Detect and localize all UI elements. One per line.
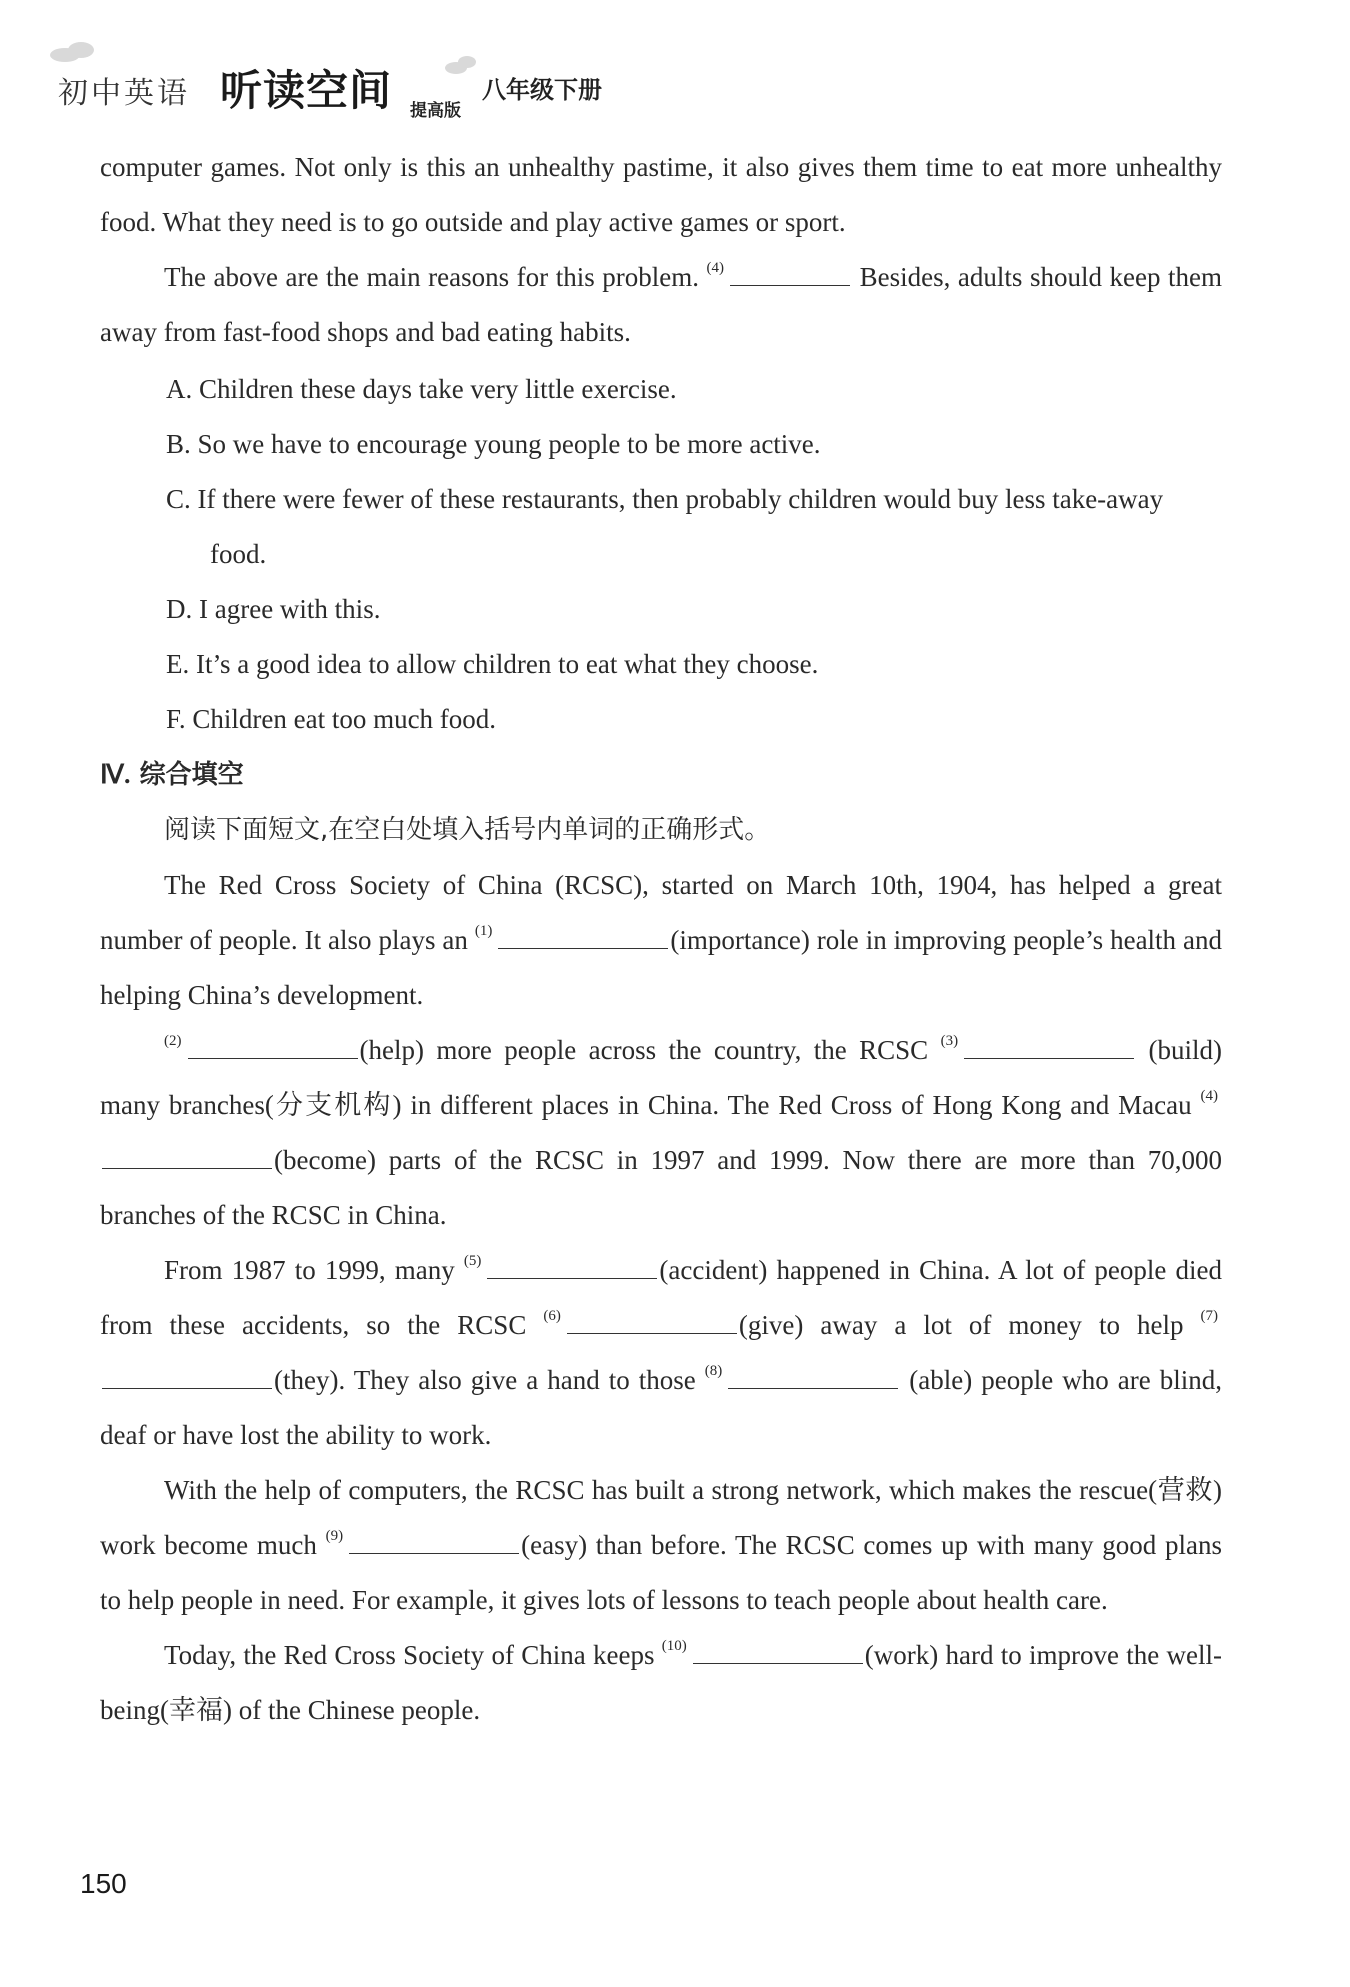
option-item xyxy=(166,637,1222,692)
text-span: From 1987 to 1999, many xyxy=(164,1255,455,1285)
question-number: (4) xyxy=(1200,1088,1218,1104)
option-item xyxy=(166,582,1222,637)
option-text: If there were fewer of these restaurants, then probably children would buy less take-away food. xyxy=(197,484,1164,569)
answer-blank[interactable] xyxy=(567,1311,737,1334)
text-span: (become) parts of the RCSC in 1997 and 1999. Now there are more than 70,000 branches of the RCSC in China. xyxy=(100,1145,1222,1230)
question-number: (7) xyxy=(1200,1308,1218,1324)
question-number: (1) xyxy=(474,923,493,939)
text-span: With the help of computers, the RCSC has built a strong network, which makes the rescue(营救) work become much xyxy=(100,1475,1222,1560)
answer-blank[interactable] xyxy=(349,1531,519,1554)
option-letter: D. xyxy=(166,594,193,624)
cloze-paragraph xyxy=(100,1463,1222,1628)
cloze-paragraph xyxy=(100,1628,1222,1738)
option-text: Children eat too much food. xyxy=(192,704,497,734)
cloze-paragraph xyxy=(100,858,1222,1023)
page-number: 150 xyxy=(80,1868,127,1899)
book-edition: 提高版 xyxy=(410,101,461,121)
cloud-decoration xyxy=(68,42,94,58)
passage-paragraph: computer games. Not only is this an unhealthy pastime, it also gives them time to eat more unhealthy food. What they need is to go outside and play active games or sport. xyxy=(100,152,1222,237)
text-span: (able) people who are blind, deaf or have lost the ability to work. xyxy=(100,1365,1222,1450)
section-heading xyxy=(100,747,1222,803)
answer-blank[interactable] xyxy=(188,1036,358,1059)
text-span: (work) hard to improve the well-being(幸福) of the Chinese people. xyxy=(100,1640,1223,1725)
question-number: (9) xyxy=(325,1528,344,1544)
question-number: (5) xyxy=(463,1253,482,1269)
text-span: (give) away a lot of money to help xyxy=(738,1310,1184,1340)
option-letter: A. xyxy=(166,374,193,404)
passage-paragraph xyxy=(100,250,1222,360)
question-number: (6) xyxy=(543,1308,561,1324)
text-span: (importance) role in improving people’s health and helping China’s development. xyxy=(100,925,1222,1010)
cloze-paragraph xyxy=(100,1023,1222,1243)
cloud-decoration xyxy=(458,56,476,68)
text-span: Today, the Red Cross Society of China keeps xyxy=(164,1640,655,1670)
question-number: (8) xyxy=(704,1363,723,1379)
text-span: (they). They also give a hand to those xyxy=(274,1365,696,1395)
option-letter: C. xyxy=(166,484,191,514)
question-number: (10) xyxy=(661,1638,687,1654)
option-letter: E. xyxy=(166,649,190,679)
page-content xyxy=(100,140,1222,1738)
cloze-paragraph xyxy=(100,1243,1222,1463)
text-span: Besides, adults should keep them away from fast-food shops and bad eating habits. xyxy=(100,262,1223,347)
question-number: (2) xyxy=(164,1033,182,1049)
option-text: It’s a good idea to allow children to eat what they choose. xyxy=(196,649,819,679)
answer-blank[interactable] xyxy=(964,1036,1134,1059)
answer-blank[interactable] xyxy=(102,1146,272,1169)
option-letter: B. xyxy=(166,429,191,459)
answer-blank[interactable] xyxy=(102,1366,272,1389)
option-item xyxy=(166,417,1222,472)
option-item xyxy=(166,362,1222,417)
text-span: (accident) happened in China. A lot of people died from these accidents, so the RCSC xyxy=(100,1255,1223,1340)
option-letter: F. xyxy=(166,704,186,734)
question-number: (3) xyxy=(940,1033,959,1049)
text-span: (help) more people across the country, the RCSC xyxy=(359,1035,929,1065)
options-list xyxy=(100,362,1222,747)
text-span: The Red Cross Society of China (RCSC), started on March 10th, 1904, has helped a great number of people. It also plays an xyxy=(100,870,1222,955)
book-grade: 八年级下册 xyxy=(482,76,602,104)
answer-blank[interactable] xyxy=(730,263,850,286)
answer-blank[interactable] xyxy=(487,1256,657,1279)
question-number: (4) xyxy=(706,260,725,276)
text-span: (build) many branches(分支机构) in different places in China. The Red Cross of Hong Kong and Macau xyxy=(100,1035,1223,1120)
option-item xyxy=(166,472,1222,582)
text-span: (easy) than before. The RCSC comes up with many good plans to help people in need. For example, it gives lots of lessons to teach people about health care. xyxy=(100,1530,1223,1615)
option-item xyxy=(166,692,1222,747)
option-text: So we have to encourage young people to be more active. xyxy=(197,429,821,459)
book-logo: 听读空间 xyxy=(220,66,393,115)
answer-blank[interactable] xyxy=(693,1641,863,1664)
answer-blank[interactable] xyxy=(728,1366,898,1389)
option-text: I agree with this. xyxy=(199,594,381,624)
option-text: Children these days take very little exercise. xyxy=(199,374,677,404)
page-header xyxy=(50,48,750,128)
section-instruction: 阅读下面短文,在空白处填入括号内单词的正确形式。 xyxy=(164,815,771,845)
answer-blank[interactable] xyxy=(498,926,668,949)
book-series-title: 初中英语 xyxy=(58,76,190,111)
section-numeral: Ⅳ. xyxy=(100,760,131,789)
section-title: 综合填空 xyxy=(139,760,244,790)
text-span: The above are the main reasons for this problem. xyxy=(164,262,699,292)
